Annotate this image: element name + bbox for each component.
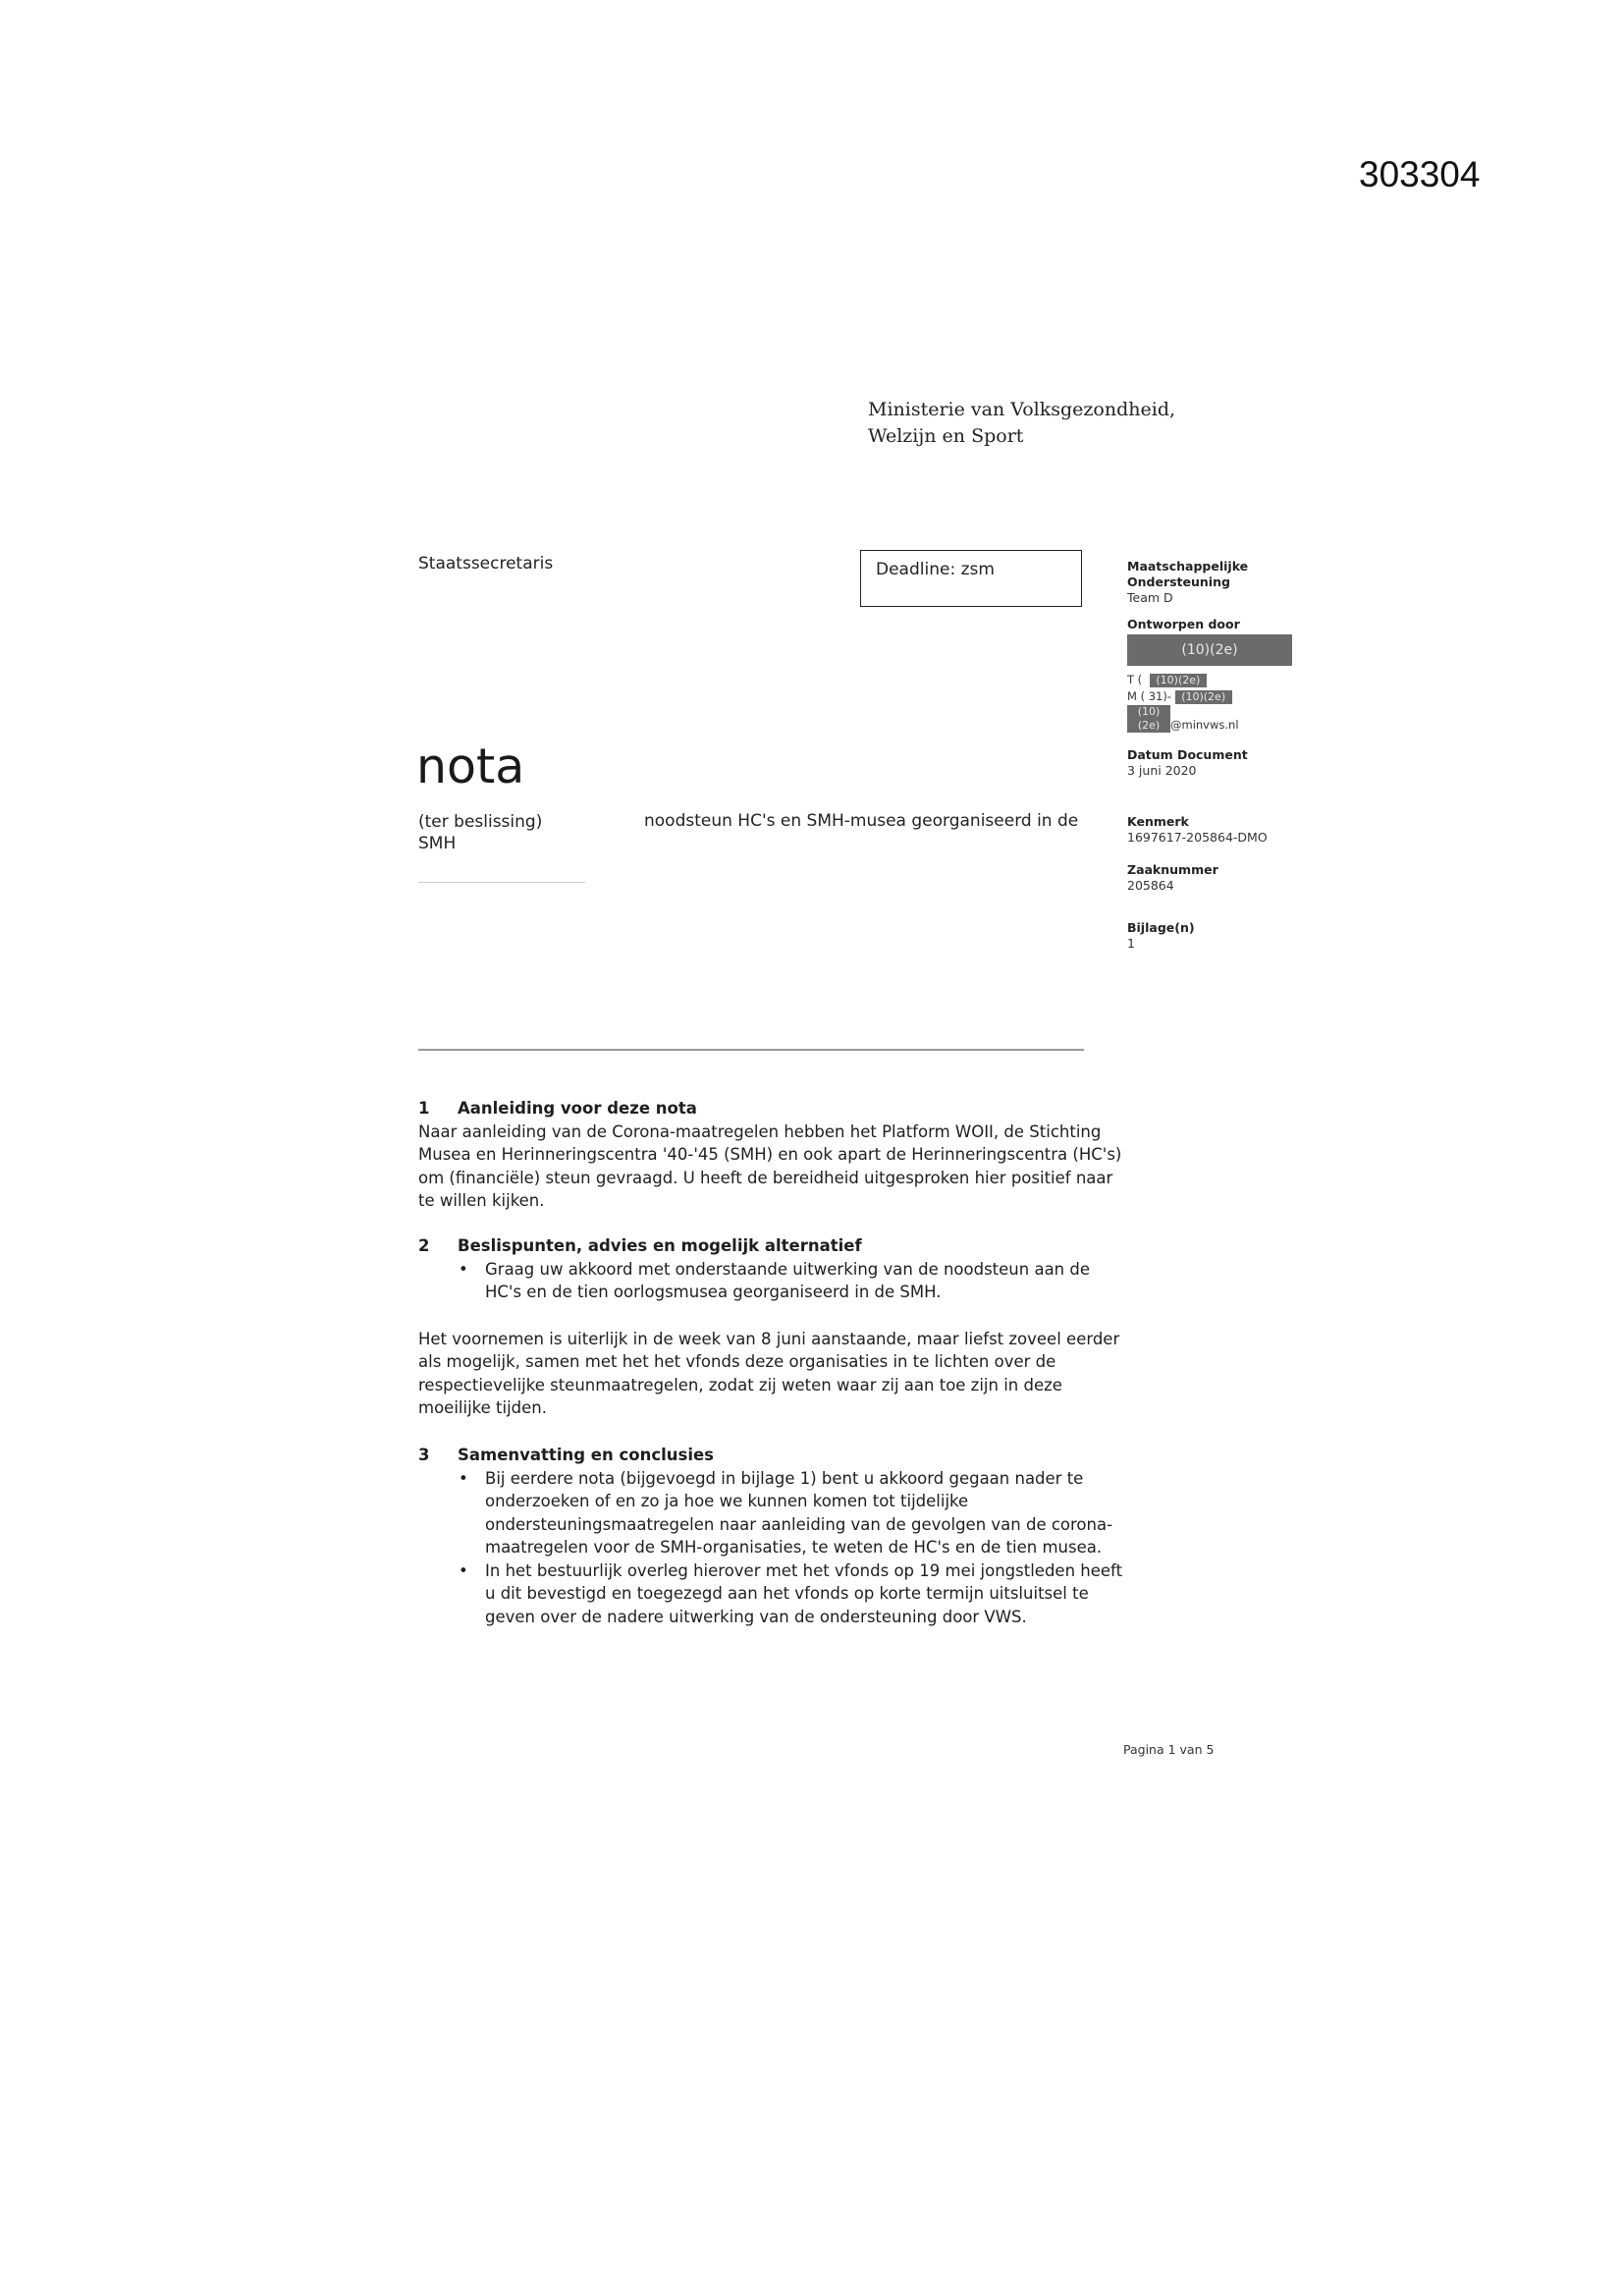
redacted-phone-m: (10)(2e): [1175, 690, 1232, 704]
section-1-heading: [418, 1097, 1125, 1121]
department-line-2: Ondersteuning: [1127, 574, 1230, 589]
bijlage-block: [1127, 920, 1195, 952]
redacted-name: (10)(2e): [1127, 634, 1292, 666]
kenmerk-label: Kenmerk: [1127, 814, 1189, 829]
date-value: 3 juni 2020: [1127, 763, 1197, 778]
section-3-heading: [418, 1444, 1125, 1467]
ministry-line-1: Ministerie van Volksgezondheid,: [868, 399, 1176, 420]
redacted-email: (10)(2e): [1127, 705, 1170, 733]
document-type: [418, 811, 542, 854]
bijlage-value: 1: [1127, 936, 1135, 951]
deadline-text: Deadline: zsm: [876, 560, 995, 579]
document-title: nota: [416, 738, 525, 794]
phone-t-prefix: T (: [1127, 673, 1143, 686]
section-1: [418, 1097, 1125, 1213]
email-row: [1127, 705, 1239, 733]
section-2-after: Het voornemen is uiterlijk in de week van 8 juni aanstaande, maar liefst zoveel eerder als mogelijk, samen met het het vfonds deze organisaties in te lichten over de respectievelijke steunmaatregelen, zodat zij weten waar zij aan toe zijn in deze moeilijke tijden.: [418, 1329, 1120, 1417]
section-1-title: Aanleiding voor deze nota: [458, 1099, 697, 1118]
page-number: Pagina 1 van 5: [1123, 1742, 1215, 1757]
section-3-list: [418, 1467, 1125, 1629]
section-2: [418, 1234, 1125, 1420]
kenmerk-value: 1697617-205864-DMO: [1127, 830, 1268, 845]
divider-long: [418, 1049, 1084, 1051]
date-block: [1127, 747, 1248, 779]
list-item: • Bij eerdere nota (bijgevoegd in bijlage 1) bent u akkoord gegaan nader te onderzoeken of en zo ja hoe we kunnen komen tot tijdelijke ondersteuningsmaatregelen naar aanleiding van de gevolgen van de corona-maatregelen voor de SMH-organisaties, te weten de HC's en de tien musea.: [485, 1467, 1125, 1559]
zaaknummer-block: [1127, 862, 1218, 894]
section-1-body: Naar aanleiding van de Corona-maatregelen hebben het Platform WOII, de Stichting Musea en Herinneringscentra '40-'45 (SMH) en ook apart de Herinneringscentra (HC's) om (financiële) steun gevraagd. U heeft de bereidheid uitgesproken hier positief naar te willen kijken.: [418, 1121, 1122, 1210]
document-subject: noodsteun HC's en SMH-musea georganiseerd in de: [644, 811, 1079, 831]
phone-m-row: [1127, 688, 1232, 704]
redacted-phone-t: (10)(2e): [1150, 674, 1207, 687]
ministry-line-2: Welzijn en Sport: [868, 425, 1024, 447]
addressee: Staatssecretaris: [418, 554, 554, 574]
section-3-title: Samenvatting en conclusies: [458, 1446, 714, 1464]
divider-short: [418, 882, 585, 883]
list-item: • Graag uw akkoord met onderstaande uitwerking van de noodsteun aan de HC's en de tien oorlogsmusea georganiseerd in de SMH.: [485, 1258, 1125, 1304]
section-2-number: 2: [418, 1236, 430, 1255]
section-3-number: 3: [418, 1446, 430, 1464]
section-2-title: Beslispunten, advies en mogelijk alternatief: [458, 1236, 862, 1255]
department-line-1: Maatschappelijke: [1127, 559, 1249, 574]
designed-by-label: Ontworpen door: [1127, 617, 1240, 631]
ministry-name: [868, 397, 1175, 450]
section-2-heading: [418, 1234, 1125, 1258]
phone-t-row: [1127, 672, 1207, 687]
phone-m-prefix: M ( 31)-: [1127, 689, 1171, 703]
zaaknummer-label: Zaaknummer: [1127, 862, 1218, 877]
bijlage-label: Bijlage(n): [1127, 920, 1195, 935]
designed-by-block: [1127, 617, 1240, 632]
zaaknummer-value: 205864: [1127, 878, 1174, 893]
section-1-number: 1: [418, 1099, 430, 1118]
section-2-list: [418, 1258, 1125, 1304]
document-type-line-2: SMH: [418, 834, 457, 853]
deadline-box: [860, 550, 1082, 607]
document-type-line-1: (ter beslissing): [418, 812, 543, 832]
list-item: • In het bestuurlijk overleg hierover met het vfonds op 19 mei jongstleden heeft u dit bevestigd en toegezegd aan het vfonds op korte termijn uitsluitsel te geven over de nadere uitwerking van de ondersteuning door VWS.: [485, 1559, 1125, 1629]
section-3: [418, 1444, 1125, 1628]
department-block: [1127, 559, 1248, 606]
document-number: 303304: [1359, 154, 1481, 194]
date-label: Datum Document: [1127, 747, 1248, 762]
kenmerk-block: [1127, 814, 1268, 846]
team-name: Team D: [1127, 590, 1173, 605]
email-suffix: @minvws.nl: [1170, 718, 1239, 732]
